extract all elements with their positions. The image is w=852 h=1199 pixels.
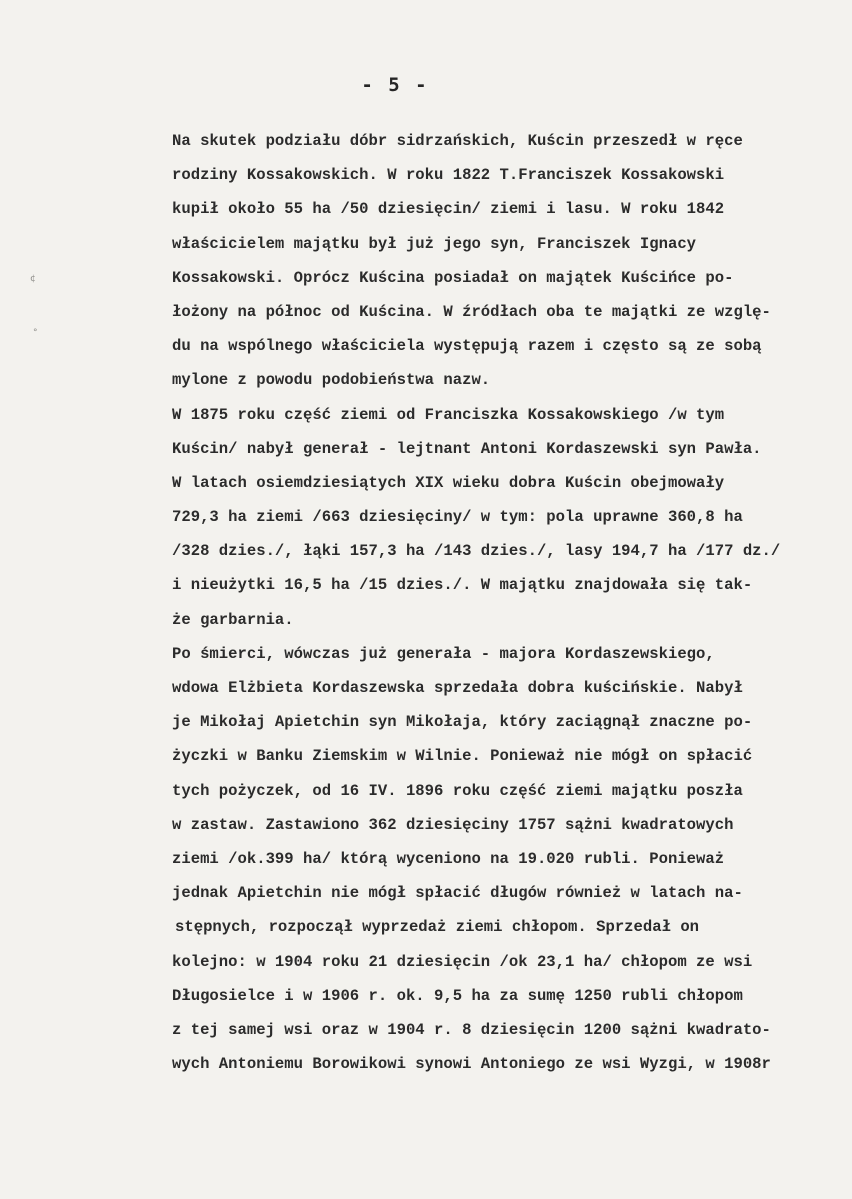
text-line: du na wspólnego właściciela występują razem i często są ze sobą <box>172 337 762 356</box>
text-line: tych pożyczek, od 16 IV. 1896 roku część ziemi majątku poszła <box>172 781 743 800</box>
text-line: w zastaw. Zastawiono 362 dziesięciny 1757 sążni kwadratowych <box>172 815 734 834</box>
text-line: stępnych, rozpoczął wyprzedaż ziemi chłopom. Sprzedał on <box>175 918 700 937</box>
margin-mark: ¢ <box>30 274 36 284</box>
text-line: rodziny Kossakowskich. W roku 1822 T.Franciszek Kossakowski <box>172 166 725 185</box>
text-line: kupił około 55 ha /50 dziesięcin/ ziemi i lasu. W roku 1842 <box>172 200 725 219</box>
text-line: i nieużytki 16,5 ha /15 dzies./. W majątku znajdowała się tak- <box>172 576 753 595</box>
text-line: W latach osiemdziesiątych XIX wieku dobra Kuścin obejmowały <box>172 473 725 492</box>
text-line: z tej samej wsi oraz w 1904 r. 8 dziesięcin 1200 sążni kwadrato- <box>172 1020 771 1039</box>
text-line: W 1875 roku część ziemi od Franciszka Kossakowskiego /w tym <box>172 405 725 424</box>
text-line: /328 dzies./, łąki 157,3 ha /143 dzies./, lasy 194,7 ha /177 dz./ <box>172 542 781 561</box>
text-line: jednak Apietchin nie mógł spłacić długów również w latach na- <box>172 884 743 903</box>
text-line: je Mikołaj Apietchin syn Mikołaja, który zaciągnął znaczne po- <box>172 713 753 732</box>
margin-mark: ° <box>33 328 38 338</box>
text-line: wdowa Elżbieta Kordaszewska sprzedała dobra kuścińskie. Nabył <box>172 679 743 697</box>
text-line: 729,3 ha ziemi /663 dziesięciny/ w tym: pola uprawne 360,8 ha <box>172 508 743 527</box>
text-line: kolejno: w 1904 roku 21 dziesięcin /ok 23,1 ha/ chłopom ze wsi <box>172 952 753 971</box>
text-line: łożony na północ od Kuścina. W źródłach oba te majątki ze wzglę- <box>172 302 771 321</box>
text-line: mylone z powodu podobieństwa nazw. <box>172 371 491 390</box>
text-line: właścicielem majątku był już jego syn, Franciszek Ignacy <box>172 234 697 253</box>
text-line: wych Antoniemu Borowikowi synowi Antoniego ze wsi Wyzgi, w 1908r <box>172 1055 771 1074</box>
text-line: że garbarnia. <box>172 610 294 629</box>
text-line: Na skutek podziału dóbr sidrzańskich, Kuścin przeszedł w ręce <box>172 132 743 150</box>
text-line: życzki w Banku Ziemskim w Wilnie. Ponieważ nie mógł on spłacić <box>172 747 753 766</box>
text-line: Kossakowski. Oprócz Kuścina posiadał on majątek Kuścińce po- <box>172 268 734 287</box>
text-line: ziemi /ok.399 ha/ którą wyceniono na 19.020 rubli. Ponieważ <box>172 849 725 868</box>
body-text <box>172 124 822 1081</box>
text-line: Po śmierci, wówczas już generała - majora Kordaszewskiego, <box>172 644 715 663</box>
text-line: Długosielce i w 1906 r. ok. 9,5 ha za sumę 1250 rubli chłopom <box>172 986 743 1005</box>
page-number: - 5 - <box>361 74 429 96</box>
text-line: Kuścin/ nabył generał - lejtnant Antoni Kordaszewski syn Pawła. <box>172 439 762 458</box>
